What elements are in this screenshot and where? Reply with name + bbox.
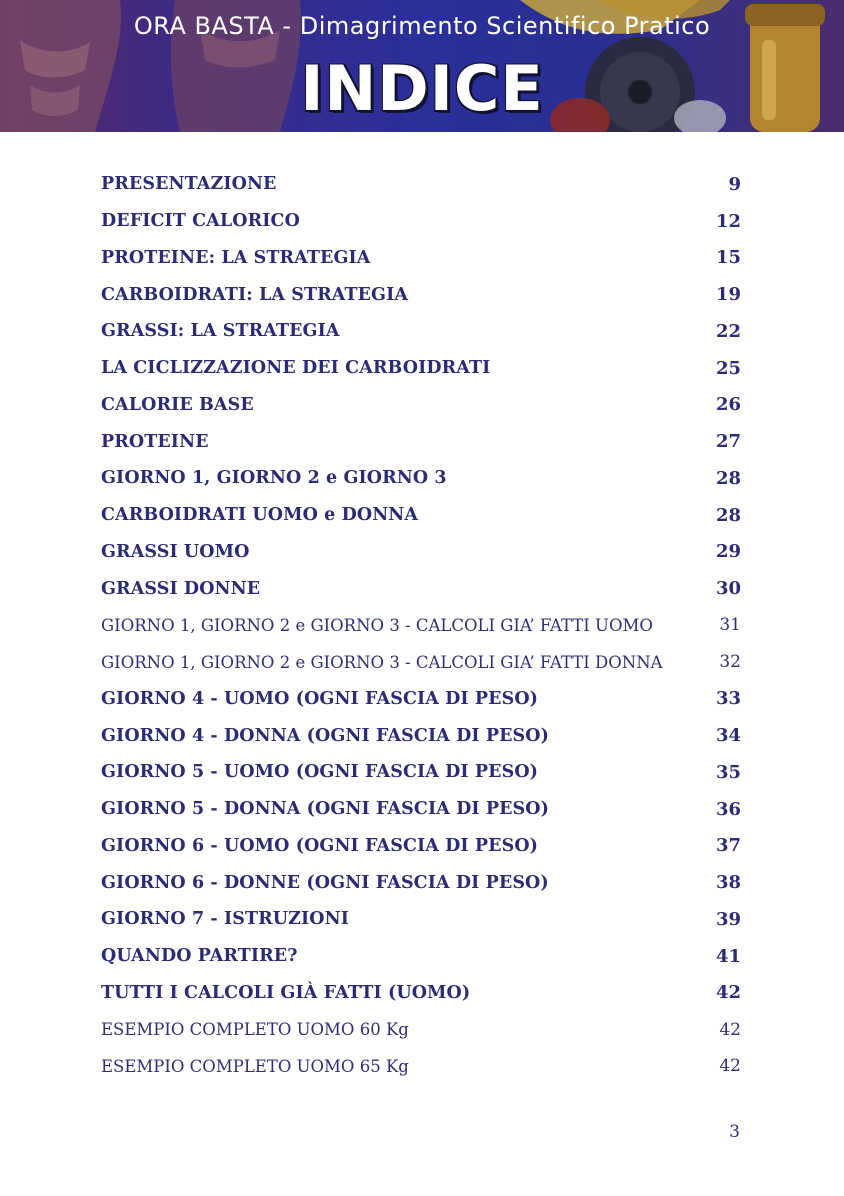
toc-entry[interactable]	[101, 387, 741, 424]
toc-entry-page-number: 42	[715, 982, 741, 1004]
toc-entry-title: GIORNO 6 - UOMO (OGNI FASCIA DI PESO)	[101, 835, 539, 856]
toc-entry-page-number: 34	[715, 725, 741, 747]
toc-entry-page-number: 33	[715, 688, 741, 710]
toc-entry[interactable]	[101, 570, 741, 607]
toc-entry-title: PROTEINE	[101, 431, 209, 452]
toc-entry-page-number: 31	[719, 615, 741, 636]
toc-entry-page-number: 29	[715, 541, 741, 563]
toc-entry-title: GIORNO 4 - DONNA (OGNI FASCIA DI PESO)	[101, 725, 550, 746]
toc-entry-title: GRASSI DONNE	[101, 578, 261, 599]
toc-entry[interactable]	[101, 423, 741, 460]
toc-entry-page-number: 42	[719, 1019, 741, 1040]
toc-entry-title: ESEMPIO COMPLETO UOMO 60 Kg	[101, 1020, 409, 1040]
toc-entry-page-number: 15	[715, 247, 741, 269]
toc-entry[interactable]	[101, 203, 741, 240]
toc-entry-page-number: 35	[715, 761, 741, 783]
toc-entry-page-number: 12	[715, 210, 741, 232]
toc-entry-title: GIORNO 4 - UOMO (OGNI FASCIA DI PESO)	[101, 688, 539, 709]
toc-entry[interactable]	[101, 644, 741, 681]
toc-entry-page-number: 28	[715, 504, 741, 526]
toc-entry[interactable]	[101, 313, 741, 350]
toc-entry[interactable]	[101, 276, 741, 313]
toc-entry[interactable]	[101, 460, 741, 497]
toc-entry[interactable]	[101, 681, 741, 718]
toc-entry-page-number: 9	[728, 173, 741, 195]
page-title: INDICE	[300, 52, 544, 125]
toc-entry[interactable]	[101, 534, 741, 571]
toc-entry-title: PRESENTAZIONE	[101, 174, 277, 195]
toc-entry[interactable]	[101, 938, 741, 975]
toc-entry-title: TUTTI I CALCOLI GIÀ FATTI (UOMO)	[101, 982, 471, 1003]
toc-entry-page-number: 42	[719, 1056, 741, 1077]
toc-entry[interactable]	[101, 1011, 741, 1048]
toc-entry-title: GIORNO 1, GIORNO 2 e GIORNO 3 - CALCOLI GIA’ FATTI DONNA	[101, 652, 663, 672]
toc-entry-title: GIORNO 5 - UOMO (OGNI FASCIA DI PESO)	[101, 762, 539, 783]
toc-entry-title: CARBOIDRATI: LA STRATEGIA	[101, 284, 409, 305]
toc-entry[interactable]	[101, 1048, 741, 1085]
toc-entry-page-number: 25	[715, 357, 741, 379]
toc-entry[interactable]	[101, 754, 741, 791]
toc-entry-title: GIORNO 5 - DONNA (OGNI FASCIA DI PESO)	[101, 799, 550, 820]
toc-entry[interactable]	[101, 607, 741, 644]
toc-entry-title: DEFICIT CALORICO	[101, 211, 300, 232]
toc-entry-page-number: 32	[719, 652, 741, 673]
toc-entry[interactable]	[101, 864, 741, 901]
toc-entry-title: PROTEINE: LA STRATEGIA	[101, 247, 371, 268]
toc-entry[interactable]	[101, 791, 741, 828]
toc-entry-page-number: 37	[715, 835, 741, 857]
toc-entry-title: GIORNO 1, GIORNO 2 e GIORNO 3 - CALCOLI GIA’ FATTI UOMO	[101, 615, 653, 635]
table-of-contents	[101, 166, 741, 1085]
header-banner	[0, 0, 844, 132]
toc-entry[interactable]	[101, 497, 741, 534]
toc-entry-page-number: 36	[715, 798, 741, 820]
toc-entry[interactable]	[101, 901, 741, 938]
toc-entry-page-number: 41	[715, 945, 741, 967]
toc-entry-title: CALORIE BASE	[101, 394, 254, 415]
banner-subtitle: ORA BASTA - Dimagrimento Scientifico Pratico	[133, 12, 711, 40]
toc-entry[interactable]	[101, 166, 741, 203]
toc-entry-title: CARBOIDRATI UOMO e DONNA	[101, 505, 419, 526]
toc-entry[interactable]	[101, 828, 741, 865]
toc-entry-page-number: 39	[715, 908, 741, 930]
toc-entry-title: GRASSI UOMO	[101, 541, 250, 562]
toc-entry-title: GRASSI: LA STRATEGIA	[101, 321, 340, 342]
toc-entry[interactable]	[101, 717, 741, 754]
toc-entry[interactable]	[101, 350, 741, 387]
toc-entry-title: GIORNO 6 - DONNE (OGNI FASCIA DI PESO)	[101, 872, 549, 893]
toc-entry[interactable]	[101, 975, 741, 1012]
toc-entry-title: GIORNO 1, GIORNO 2 e GIORNO 3	[101, 468, 447, 489]
page-number: 3	[729, 1122, 740, 1142]
toc-entry-title: ESEMPIO COMPLETO UOMO 65 Kg	[101, 1056, 409, 1076]
toc-entry-page-number: 26	[715, 394, 741, 416]
toc-entry-title: LA CICLIZZAZIONE DEI CARBOIDRATI	[101, 358, 491, 379]
toc-entry-title: GIORNO 7 - ISTRUZIONI	[101, 909, 350, 930]
toc-entry-page-number: 28	[715, 467, 741, 489]
toc-entry-page-number: 22	[715, 320, 741, 342]
toc-entry[interactable]	[101, 240, 741, 277]
toc-entry-page-number: 27	[715, 431, 741, 453]
toc-entry-page-number: 38	[715, 872, 741, 894]
toc-entry-title: QUANDO PARTIRE?	[101, 946, 298, 967]
toc-entry-page-number: 30	[715, 578, 741, 600]
toc-entry-page-number: 19	[715, 284, 741, 306]
